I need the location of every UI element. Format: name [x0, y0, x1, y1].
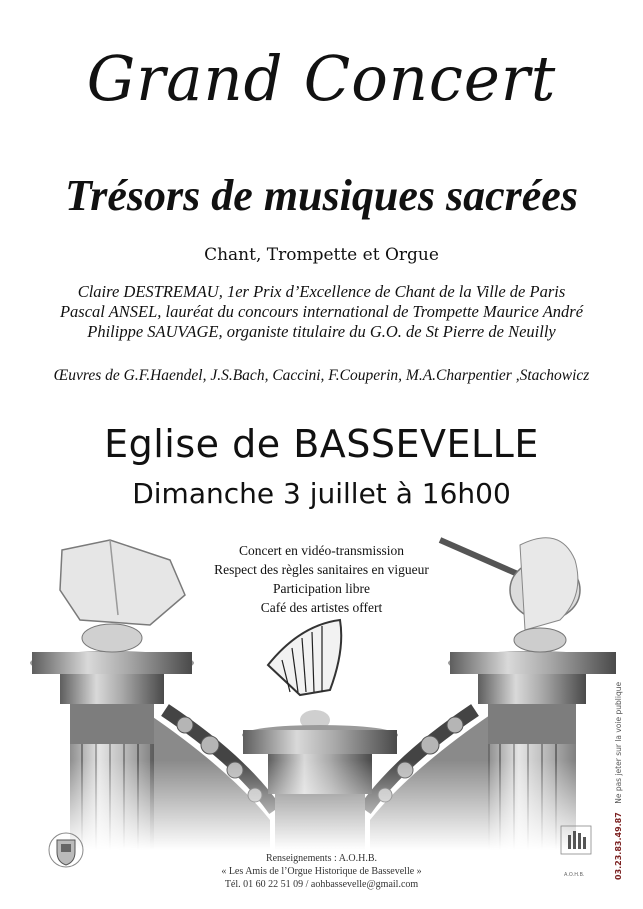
- contact-line: Renseignements : A.O.H.B.: [265, 853, 378, 864]
- poster-title: Grand Concert: [86, 42, 557, 115]
- info-line: Café des artistes offert: [260, 600, 383, 615]
- instruments-line: Chant, Trompette et Orgue: [204, 245, 439, 265]
- contact-line: « Les Amis de l’Orgue Historique de Bassevelle »: [221, 866, 422, 877]
- venue-heading: Eglise de BASSEVELLE: [104, 422, 539, 466]
- artist-line: Claire DESTREMAU, 1er Prix d’Excellence de Chant de la Ville de Paris: [77, 282, 566, 301]
- artist-line: Philippe SAUVAGE, organiste titulaire du G.O. de St Pierre de Neuilly: [87, 322, 556, 341]
- side-print-note: [614, 682, 623, 880]
- works-line: Œuvres de G.F.Haendel, J.S.Bach, Caccini, F.Couperin, M.A.Charpentier ,Stachowicz: [53, 367, 590, 384]
- poster-subtitle: Trésors de musiques sacrées: [65, 171, 578, 220]
- litter-notice: Ne pas jeter sur la voie publique: [614, 681, 623, 804]
- info-line: Participation libre: [272, 581, 371, 596]
- artist-line: Pascal ANSEL, lauréat du concours international de Trompette Maurice André: [59, 302, 584, 321]
- date-heading: Dimanche 3 juillet à 16h00: [132, 477, 511, 510]
- logo-right-label: A.O.H.B.: [564, 872, 585, 878]
- printer-phone: 03.23.83.49.87: [614, 812, 623, 880]
- info-line: Concert en vidéo-transmission: [239, 543, 404, 558]
- contact-line: Tél. 01 60 22 51 09 / aohbassevelle@gmail.com: [224, 879, 419, 890]
- info-line: Respect des règles sanitaires en vigueur: [214, 562, 429, 577]
